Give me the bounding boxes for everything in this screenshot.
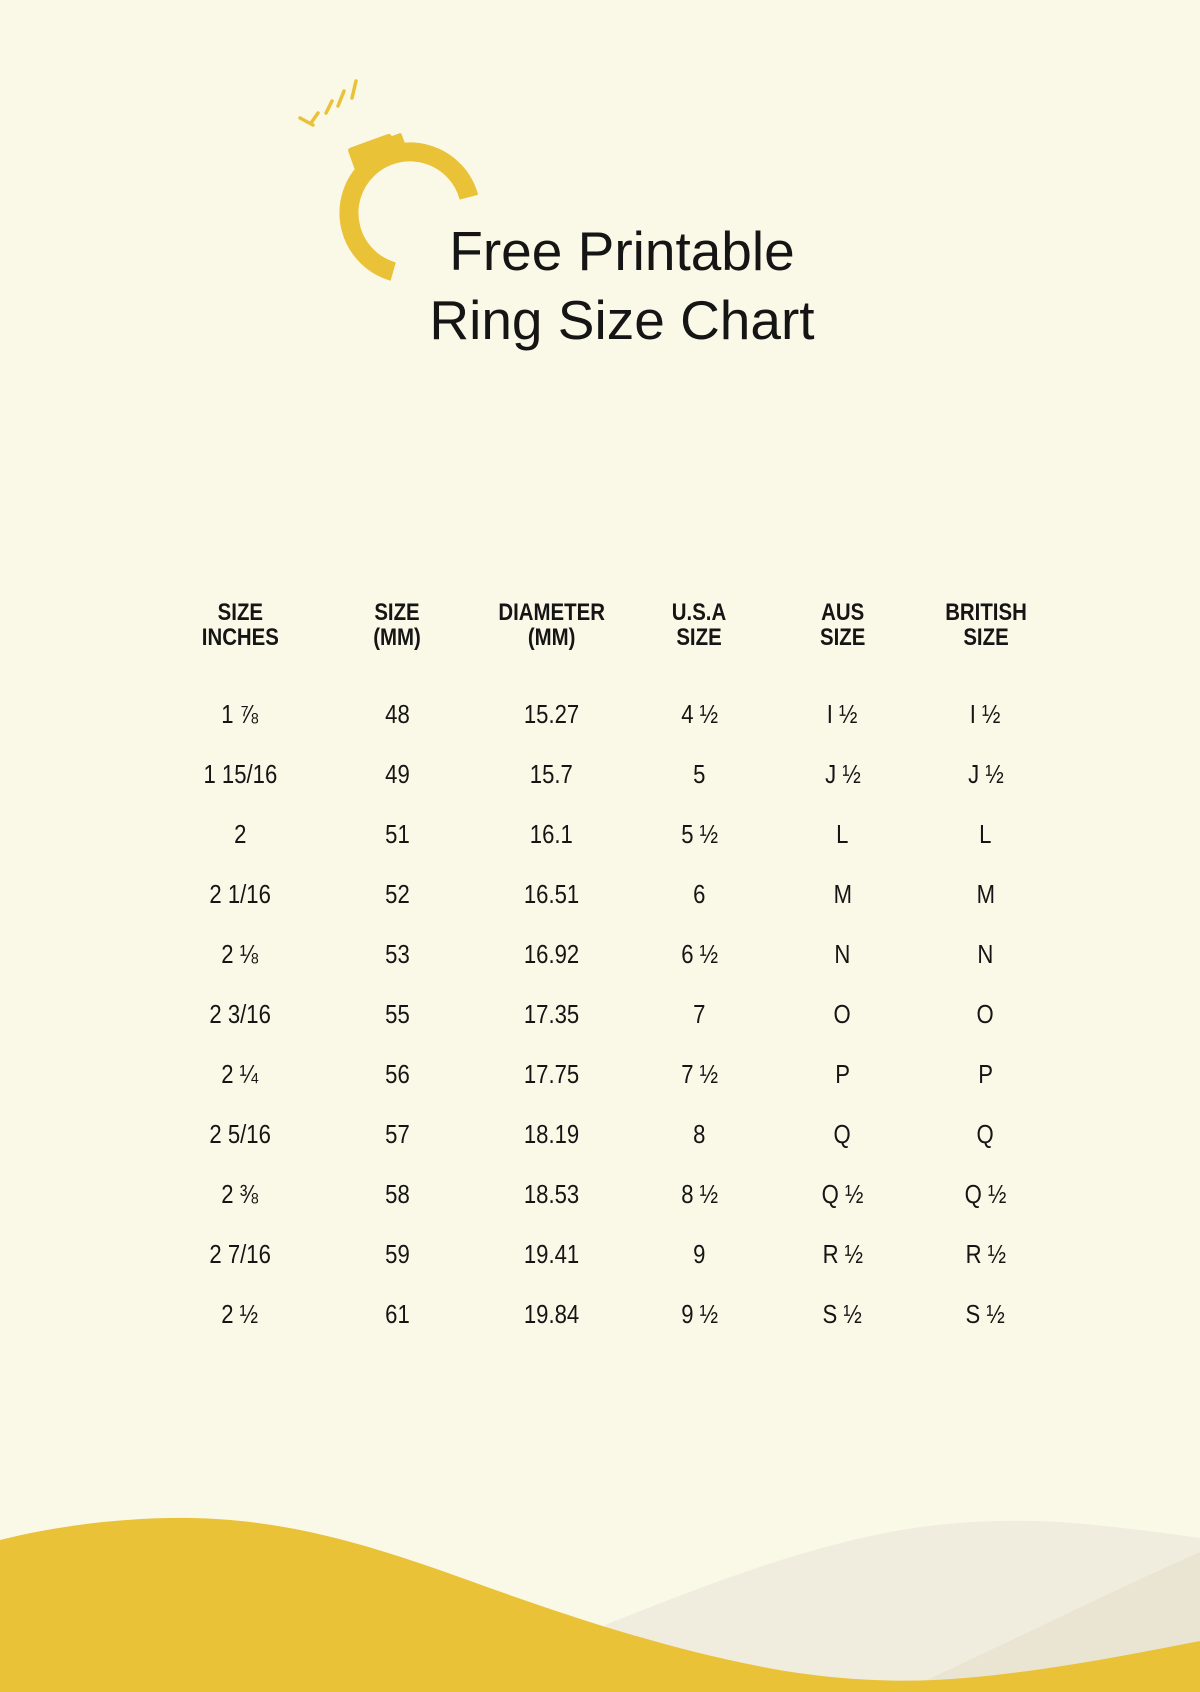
table-cell-r0-c2 bbox=[476, 684, 627, 744]
page-title bbox=[322, 217, 922, 355]
table-cell-r10-c4 bbox=[772, 1284, 913, 1344]
table-cell-value: 17.75 bbox=[523, 1058, 580, 1089]
table-cell-r1-c0 bbox=[162, 744, 318, 804]
table-cell-value: J ½ bbox=[824, 758, 861, 789]
table-cell-value: 7 ½ bbox=[681, 1058, 718, 1089]
table-cell-r8-c0 bbox=[162, 1164, 318, 1224]
table-cell-value: 48 bbox=[384, 698, 410, 729]
column-header-text: SIZE bbox=[217, 599, 263, 626]
table-cell-value: 2 ⅛ bbox=[221, 938, 259, 969]
page-title-line2: Ring Size Chart bbox=[429, 289, 815, 351]
table-cell-value: Q bbox=[833, 1118, 852, 1149]
table-cell-value: P bbox=[978, 1058, 993, 1089]
table-cell-value: 51 bbox=[384, 818, 410, 849]
table-cell-r1-c2 bbox=[476, 744, 627, 804]
table-cell-value: I ½ bbox=[827, 698, 858, 729]
table-cell-r6-c4 bbox=[772, 1044, 913, 1104]
table-cell-r7-c5 bbox=[913, 1104, 1058, 1164]
table-cell-value: S ½ bbox=[822, 1298, 863, 1329]
table-cell-r9-c2 bbox=[476, 1224, 627, 1284]
table-cell-value: 2 1/16 bbox=[209, 878, 271, 909]
column-header-british-5 bbox=[913, 600, 1058, 650]
table-cell-r5-c4 bbox=[772, 984, 913, 1044]
table-cell-r4-c1 bbox=[318, 924, 476, 984]
column-header-text: (MM) bbox=[373, 624, 421, 651]
table-cell-value: Q ½ bbox=[964, 1178, 1007, 1209]
table-cell-r2-c5 bbox=[913, 804, 1058, 864]
table-cell-value: 2 bbox=[233, 818, 247, 849]
table-cell-r6-c3 bbox=[627, 1044, 772, 1104]
table-cell-value: 6 ½ bbox=[681, 938, 718, 969]
table-cell-r4-c4 bbox=[772, 924, 913, 984]
table-cell-value: 15.7 bbox=[529, 758, 574, 789]
table-cell-r5-c5 bbox=[913, 984, 1058, 1044]
table-cell-value: 58 bbox=[384, 1178, 410, 1209]
table-cell-value: 17.35 bbox=[523, 998, 580, 1029]
table-cell-r2-c1 bbox=[318, 804, 476, 864]
column-header-text: INCHES bbox=[201, 624, 279, 651]
table-cell-r8-c5 bbox=[913, 1164, 1058, 1224]
table-cell-value: N bbox=[834, 938, 851, 969]
table-cell-r9-c0 bbox=[162, 1224, 318, 1284]
table-cell-value: M bbox=[976, 878, 995, 909]
column-header-text: SIZE bbox=[374, 599, 420, 626]
table-cell-value: I ½ bbox=[970, 698, 1001, 729]
table-cell-value: 59 bbox=[384, 1238, 410, 1269]
table-cell-r1-c5 bbox=[913, 744, 1058, 804]
table-cell-r1-c4 bbox=[772, 744, 913, 804]
table-cell-r8-c3 bbox=[627, 1164, 772, 1224]
table-cell-r6-c0 bbox=[162, 1044, 318, 1104]
table-cell-r7-c1 bbox=[318, 1104, 476, 1164]
table-cell-r1-c3 bbox=[627, 744, 772, 804]
table-cell-r0-c3 bbox=[627, 684, 772, 744]
table-cell-value: 4 ½ bbox=[681, 698, 718, 729]
table-cell-value: 18.19 bbox=[523, 1118, 580, 1149]
column-header-text: U.S.A bbox=[672, 599, 727, 626]
column-header-text: SIZE bbox=[962, 624, 1009, 651]
table-cell-r7-c3 bbox=[627, 1104, 772, 1164]
table-cell-value: 2 ¼ bbox=[221, 1058, 259, 1089]
table-cell-value: 2 ⅜ bbox=[221, 1178, 259, 1209]
table-cell-r6-c2 bbox=[476, 1044, 627, 1104]
bottom-waves-decoration bbox=[0, 1380, 1200, 1692]
table-cell-value: 8 bbox=[693, 1118, 706, 1149]
table-cell-r8-c1 bbox=[318, 1164, 476, 1224]
table-cell-r3-c4 bbox=[772, 864, 913, 924]
table-cell-value: 19.41 bbox=[523, 1238, 580, 1269]
column-header-text: DIAMETER bbox=[498, 599, 605, 626]
table-cell-r7-c2 bbox=[476, 1104, 627, 1164]
column-header-diameter-2 bbox=[476, 600, 627, 650]
table-cell-value: L bbox=[836, 818, 849, 849]
table-cell-r0-c1 bbox=[318, 684, 476, 744]
table-cell-value: 16.92 bbox=[523, 938, 580, 969]
table-cell-value: R ½ bbox=[965, 1238, 1006, 1269]
table-cell-r2-c4 bbox=[772, 804, 913, 864]
table-cell-value: 18.53 bbox=[523, 1178, 580, 1209]
ring-gem bbox=[347, 133, 400, 177]
table-cell-r10-c3 bbox=[627, 1284, 772, 1344]
table-cell-value: 16.1 bbox=[529, 818, 574, 849]
table-cell-value: O bbox=[976, 998, 995, 1029]
table-cell-r3-c2 bbox=[476, 864, 627, 924]
table-cell-value: 6 bbox=[693, 878, 706, 909]
table-cell-value: M bbox=[833, 878, 852, 909]
column-header-size-1 bbox=[318, 600, 476, 650]
column-header-size-0 bbox=[162, 600, 318, 650]
table-cell-value: J ½ bbox=[967, 758, 1004, 789]
column-header-aus-4 bbox=[772, 600, 913, 650]
table-cell-value: 19.84 bbox=[523, 1298, 580, 1329]
table-cell-value: Q ½ bbox=[821, 1178, 864, 1209]
table-cell-r9-c4 bbox=[772, 1224, 913, 1284]
table-cell-value: R ½ bbox=[822, 1238, 863, 1269]
table-cell-value: 8 ½ bbox=[681, 1178, 718, 1209]
table-cell-value: 16.51 bbox=[523, 878, 580, 909]
table-cell-value: 56 bbox=[384, 1058, 410, 1089]
table-cell-r3-c5 bbox=[913, 864, 1058, 924]
table-cell-r10-c1 bbox=[318, 1284, 476, 1344]
table-cell-r7-c0 bbox=[162, 1104, 318, 1164]
table-cell-value: N bbox=[977, 938, 994, 969]
table-cell-r1-c1 bbox=[318, 744, 476, 804]
table-cell-r10-c2 bbox=[476, 1284, 627, 1344]
table-cell-value: 2 7/16 bbox=[209, 1238, 271, 1269]
table-cell-value: O bbox=[833, 998, 852, 1029]
column-header-text: BRITISH bbox=[944, 599, 1027, 626]
table-cell-r10-c0 bbox=[162, 1284, 318, 1344]
table-cell-value: 7 bbox=[693, 998, 706, 1029]
table-cell-r0-c5 bbox=[913, 684, 1058, 744]
table-cell-value: 5 ½ bbox=[681, 818, 718, 849]
table-cell-r9-c5 bbox=[913, 1224, 1058, 1284]
column-header-text: SIZE bbox=[819, 624, 866, 651]
table-cell-r8-c4 bbox=[772, 1164, 913, 1224]
table-cell-value: S ½ bbox=[965, 1298, 1006, 1329]
table-cell-value: 2 3/16 bbox=[209, 998, 271, 1029]
table-cell-r7-c4 bbox=[772, 1104, 913, 1164]
table-cell-value: 1 ⅞ bbox=[221, 698, 259, 729]
table-cell-value: 9 ½ bbox=[681, 1298, 718, 1329]
table-cell-value: 9 bbox=[693, 1238, 706, 1269]
table-cell-r4-c3 bbox=[627, 924, 772, 984]
column-header-text: SIZE bbox=[676, 624, 723, 651]
table-cell-value: 15.27 bbox=[523, 698, 580, 729]
table-cell-value: 53 bbox=[384, 938, 410, 969]
table-cell-r10-c5 bbox=[913, 1284, 1058, 1344]
table-cell-value: 55 bbox=[384, 998, 410, 1029]
table-cell-r2-c2 bbox=[476, 804, 627, 864]
table-cell-r9-c3 bbox=[627, 1224, 772, 1284]
table-cell-value: L bbox=[979, 818, 992, 849]
table-cell-value: 52 bbox=[384, 878, 410, 909]
ring-size-table bbox=[162, 684, 1058, 1344]
column-header-text: (MM) bbox=[527, 624, 576, 651]
table-cell-value: 57 bbox=[384, 1118, 410, 1149]
table-cell-r6-c5 bbox=[913, 1044, 1058, 1104]
table-cell-r2-c0 bbox=[162, 804, 318, 864]
table-cell-r5-c0 bbox=[162, 984, 318, 1044]
table-cell-r5-c1 bbox=[318, 984, 476, 1044]
table-cell-r3-c0 bbox=[162, 864, 318, 924]
table-cell-r0-c0 bbox=[162, 684, 318, 744]
table-cell-r3-c3 bbox=[627, 864, 772, 924]
table-cell-r3-c1 bbox=[318, 864, 476, 924]
column-header-u-s-a-3 bbox=[627, 600, 772, 650]
table-cell-r6-c1 bbox=[318, 1044, 476, 1104]
table-cell-value: 49 bbox=[384, 758, 410, 789]
table-cell-r4-c2 bbox=[476, 924, 627, 984]
table-cell-r0-c4 bbox=[772, 684, 913, 744]
sparkle-rays-icon bbox=[300, 81, 356, 125]
table-cell-value: 5 bbox=[693, 758, 706, 789]
page-title-line1: Free Printable bbox=[449, 220, 795, 282]
table-cell-r4-c0 bbox=[162, 924, 318, 984]
column-header-text: AUS bbox=[820, 599, 865, 626]
table-cell-r5-c3 bbox=[627, 984, 772, 1044]
table-cell-value: Q bbox=[976, 1118, 995, 1149]
table-cell-value: 2 5/16 bbox=[209, 1118, 271, 1149]
table-cell-r5-c2 bbox=[476, 984, 627, 1044]
table-cell-value: P bbox=[835, 1058, 850, 1089]
table-header bbox=[162, 600, 1058, 650]
table-cell-r4-c5 bbox=[913, 924, 1058, 984]
table-cell-value: 2 ½ bbox=[221, 1298, 259, 1329]
table-cell-value: 61 bbox=[384, 1298, 410, 1329]
table-cell-r9-c1 bbox=[318, 1224, 476, 1284]
table-cell-r2-c3 bbox=[627, 804, 772, 864]
table-cell-value: 1 15/16 bbox=[203, 758, 277, 789]
table-cell-r8-c2 bbox=[476, 1164, 627, 1224]
